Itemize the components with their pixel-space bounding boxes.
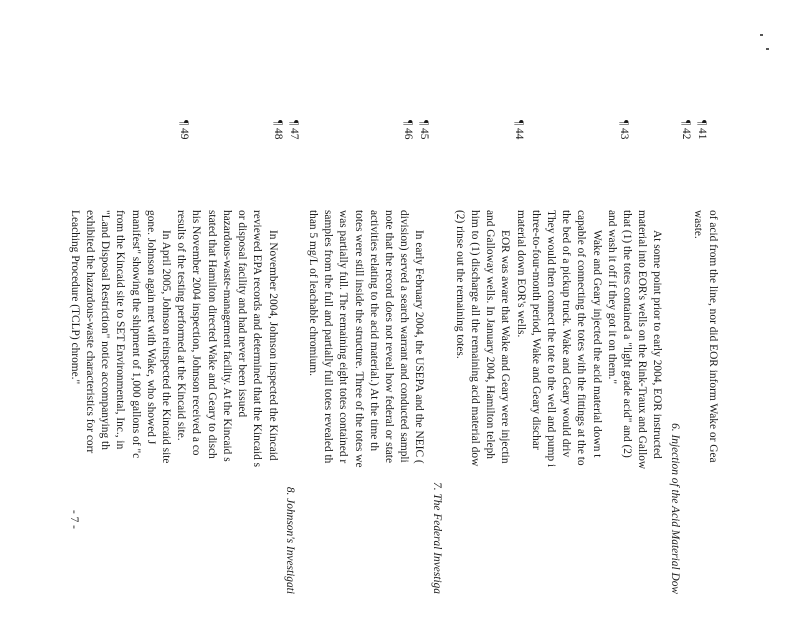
text-line: and Galloway wells. In January 2004, Hamilton teleph	[484, 210, 497, 459]
text-line: that (1) the totes contained a "light grade acid" and (2)	[620, 210, 633, 458]
text-line: from the Kincaid site to SET Environmental, Inc., in	[114, 210, 127, 450]
text-line: results of the testing performed at the Kincaid site.	[175, 210, 188, 441]
text-line: and wash it off if they got it on them."	[605, 210, 618, 385]
paragraph-marker: ¶ 43	[618, 120, 630, 140]
text-line: At some point prior to early 2004, EOR instructed	[651, 230, 664, 459]
paragraph-marker: ¶ 49	[178, 120, 190, 140]
text-line: They would then connect the tote to the well and pump i	[544, 210, 557, 468]
text-line: material into EOR's wells on the Rink-Traux and Gallow	[636, 210, 649, 470]
text-line: Leaching Procedure (TCLP) chrome."	[68, 210, 81, 385]
paragraph-marker: ¶ 47	[288, 120, 300, 140]
paragraph-marker: ¶ 41	[696, 120, 708, 140]
text-line: Wake and Geary injected the acid material down t	[590, 230, 603, 458]
text-line: the bed of a pickup truck. Wake and Geary would driv	[560, 210, 573, 458]
text-line: "Land Disposal Restriction" notice accompanying th	[99, 210, 112, 450]
page-number: - 7 -	[68, 510, 80, 529]
text-line: In November 2004, Johnson inspected the Kincaid	[266, 230, 279, 461]
text-line: hazardous-waste-management facility. At the Kincaid s	[220, 210, 233, 462]
text-line: three-to-four-month period, Wake and Geary dischar	[529, 210, 542, 450]
text-line: material down EOR's wells.	[514, 210, 527, 338]
text-line: totes were still inside the structure. Three of the totes we	[352, 210, 365, 468]
text-line: samples from the full and partially full totes revealed th	[322, 210, 335, 464]
text-line: In early February 2004, the USEPA and the NEIC (	[413, 230, 426, 464]
text-line: his November 2004 inspection, Johnson received a co	[190, 210, 203, 456]
paragraph-marker: ¶ 44	[513, 120, 525, 140]
section-heading: 7. The Federal Investiga	[430, 482, 443, 594]
text-line: or disposal facility and had never been issued	[236, 210, 249, 418]
text-line: him to (1) discharge all the remaining acid material dow	[468, 210, 481, 467]
text-line: stated that Hamilton directed Wake and Geary to disch	[205, 210, 218, 459]
text-line: exhibited the hazardous-waste characteristics for corr	[84, 210, 97, 454]
text-line: than 5 mg/L of leachable chromium.	[306, 210, 319, 376]
paragraph-marker: ¶ 42	[680, 120, 692, 140]
text-line: activities relating to the acid material.) At the time th	[367, 210, 380, 452]
text-line: EOR was aware that Wake and Geary were injectin	[499, 230, 512, 464]
text-line: capable of connecting the totes with the fittings at the to	[575, 210, 588, 466]
section-heading: 6. Injection of the Acid Material Dow	[668, 423, 681, 594]
text-line: (2) rinse out the remaining totes.	[453, 210, 466, 359]
paragraph-marker: ¶ 48	[272, 120, 284, 140]
text-line: gone. Johnson again met with Wake, who showed J	[144, 210, 157, 445]
text-line: waste.	[691, 210, 704, 239]
text-line: note that the record does not reveal how federal or state	[382, 210, 395, 464]
text-line: reviewed EPA records and determined that the Kincaid s	[251, 210, 264, 468]
document-body	[67, 210, 720, 594]
text-line: was partially full. The remaining eight totes contained r	[337, 210, 350, 464]
section-heading: 8. Johnson's Investigati	[283, 486, 296, 594]
paragraph-marker: ¶ 45	[418, 120, 430, 140]
paragraph-marker: ¶ 46	[402, 120, 414, 140]
text-line: In April 2005, Johnson reinspected the Kincaid site	[160, 230, 173, 464]
text-line: of acid from the line, nor did EOR inform Wake or Gea	[707, 210, 719, 463]
text-line: division) served a search warrant and conducted sampli	[398, 210, 411, 463]
text-line: manifest" showing the shipment of 1,000 gallons of "c	[129, 210, 142, 459]
